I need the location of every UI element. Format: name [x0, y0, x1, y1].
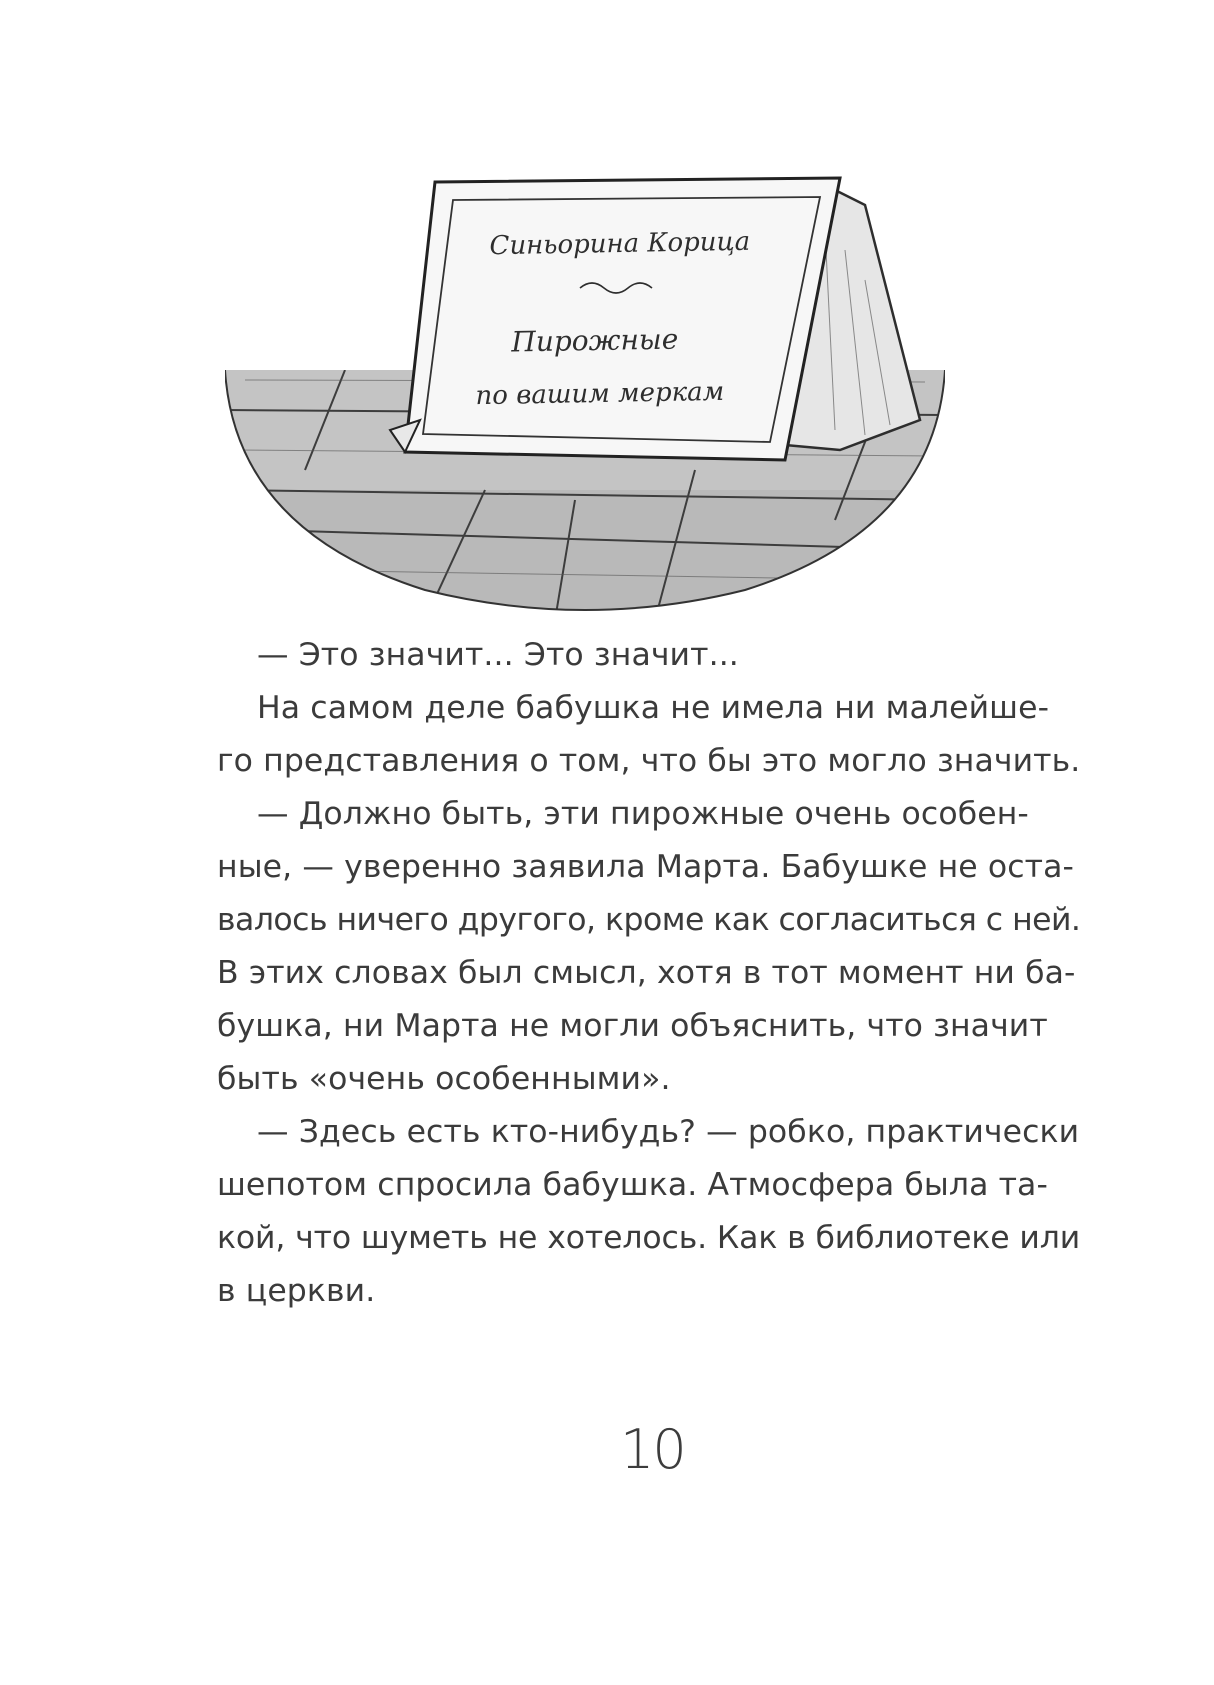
text-line: — Должно быть, эти пирожные очень особен-: [257, 796, 1029, 832]
text-line: шепотом спросила бабушка. Атмосфера была та-: [217, 1167, 1048, 1203]
page-number: 10: [620, 1418, 685, 1481]
text-line: бушка, ни Марта не могли объяснить, что значит: [217, 1008, 1048, 1044]
text-line: в церкви.: [217, 1273, 376, 1309]
text-line: — Это значит... Это значит...: [257, 637, 739, 673]
text-line: ные, — уверенно заявила Марта. Бабушке не оста-: [217, 849, 1074, 885]
sign-line-1: Синьорина Корица: [489, 226, 751, 262]
text-line: быть «очень особенными».: [217, 1061, 671, 1097]
sign-line-3: по вашим меркам: [475, 376, 725, 412]
text-line: валось ничего другого, кроме как согласиться с ней.: [217, 902, 1081, 938]
text-line: В этих словах был смысл, хотя в тот момент ни ба-: [217, 955, 1076, 991]
text-line: На самом деле бабушка не имела ни малейше-: [257, 690, 1050, 726]
text-line: кой, что шуметь не хотелось. Как в библиотеке или: [217, 1220, 1081, 1256]
text-line: — Здесь есть кто-нибудь? — робко, практически: [257, 1114, 1080, 1150]
sign-line-2: Пирожные: [511, 322, 679, 359]
text-line: го представления о том, что бы это могло значить.: [217, 743, 1081, 779]
